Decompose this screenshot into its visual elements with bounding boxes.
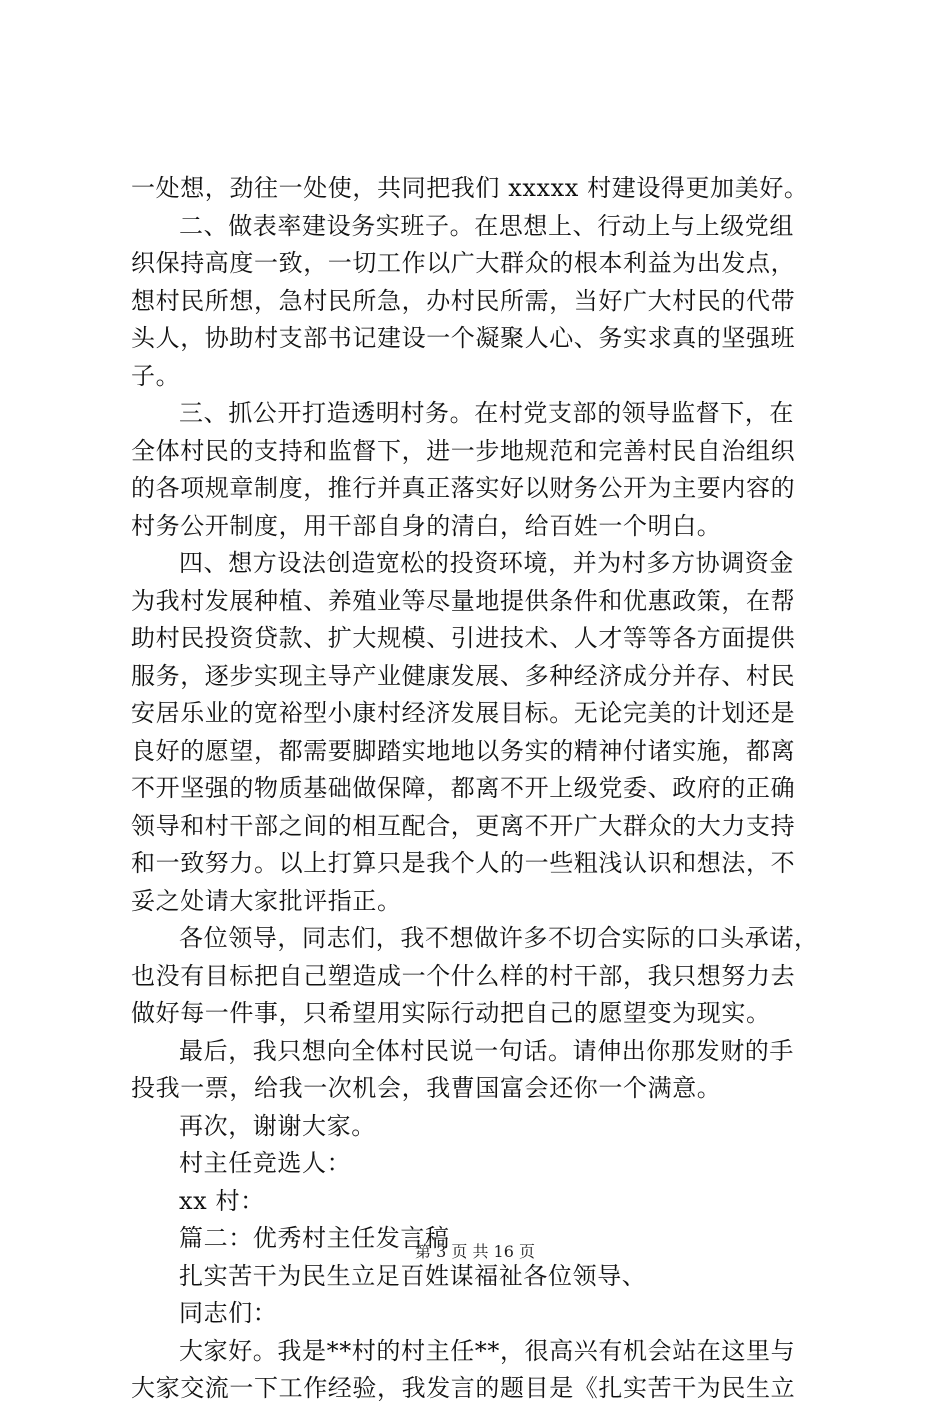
text-line: 村务公开制度，用干部自身的清白，给百姓一个明白。 <box>131 511 722 540</box>
text-line: 和一致努力。以上打算只是我个人的一些粗浅认识和想法，不 <box>131 849 796 877</box>
text-line: 助村民投资贷款、扩大规模、引进技术、人才等等各方面提供 <box>131 624 796 652</box>
text-line: 子。 <box>131 361 181 390</box>
text-line: 村主任竞选人： <box>179 1149 352 1177</box>
text-line: 各位领导，同志们，我不想做许多不切合实际的口头承诺， <box>179 924 819 952</box>
text-line: 一处想，劲往一处使，共同把我们 xxxxx 村建设得更加美好。 <box>131 174 809 202</box>
text-line: 二、做表率建设务实班子。在思想上、行动上与上级党组 <box>179 211 794 240</box>
text-line: 四、想方设法创造宽松的投资环境，并为村多方协调资金 <box>179 549 794 577</box>
text-line: 服务，逐步实现主导产业健康发展、多种经济成分并存、村民 <box>131 661 796 690</box>
text-line: 做好每一件事，只希望用实际行动把自己的愿望变为现实。 <box>131 999 771 1027</box>
text-line: 再次，谢谢大家。 <box>179 1111 376 1140</box>
text-line: 全体村民的支持和监督下，进一步地规范和完善村民自治组织 <box>131 436 796 465</box>
text-line: 大家好。我是**村的村主任**，很高兴有机会站在这里与 <box>179 1336 796 1365</box>
text-line: 同志们： <box>179 1299 278 1327</box>
text-line: 为我村发展种植、养殖业等尽量地提供条件和优惠政策，在帮 <box>131 586 796 615</box>
text-line: 不开坚强的物质基础做保障，都离不开上级党委、政府的正确 <box>131 774 796 802</box>
text-line: xx 村： <box>179 1186 265 1215</box>
text-line: 大家交流一下工作经验，我发言的题目是《扎实苦干为民生立 <box>131 1374 796 1402</box>
text-line: 的各项规章制度，推行并真正落实好以财务公开为主要内容的 <box>131 474 796 502</box>
text-line: 最后，我只想向全体村民说一句话。请伸出你那发财的手 <box>179 1036 794 1065</box>
text-line: 三、抓公开打造透明村务。在村党支部的领导监督下，在 <box>179 399 794 427</box>
text-line: 投我一票，给我一次机会，我曹国富会还你一个满意。 <box>131 1074 722 1102</box>
text-line: 想村民所想，急村民所急，办村民所需，当好广大村民的代带 <box>131 286 796 315</box>
section-heading: 篇二：优秀村主任发言稿 <box>179 1224 450 1252</box>
text-line: 领导和村干部之间的相互配合，更离不开广大群众的大力支持 <box>131 811 796 840</box>
page-number-footer: 第 3 页 共 16 页 <box>415 1242 535 1261</box>
text-line: 织保持高度一致，一切工作以广大群众的根本利益为出发点， <box>131 249 796 277</box>
text-line: 良好的愿望，都需要脚踏实地地以务实的精神付诸实施，都离 <box>131 736 796 765</box>
document-body <box>131 170 841 1408</box>
text-line: 妥之处请大家批评指正。 <box>131 886 402 915</box>
text-line: 头人，协助村支部书记建设一个凝聚人心、务实求真的坚强班 <box>131 324 796 352</box>
text-line: 安居乐业的宽裕型小康村经济发展目标。无论完美的计划还是 <box>131 699 796 727</box>
text-line: 扎实苦干为民生立足百姓谋福祉各位领导、 <box>179 1261 647 1290</box>
text-line: 也没有目标把自己塑造成一个什么样的村干部，我只想努力去 <box>131 961 796 990</box>
